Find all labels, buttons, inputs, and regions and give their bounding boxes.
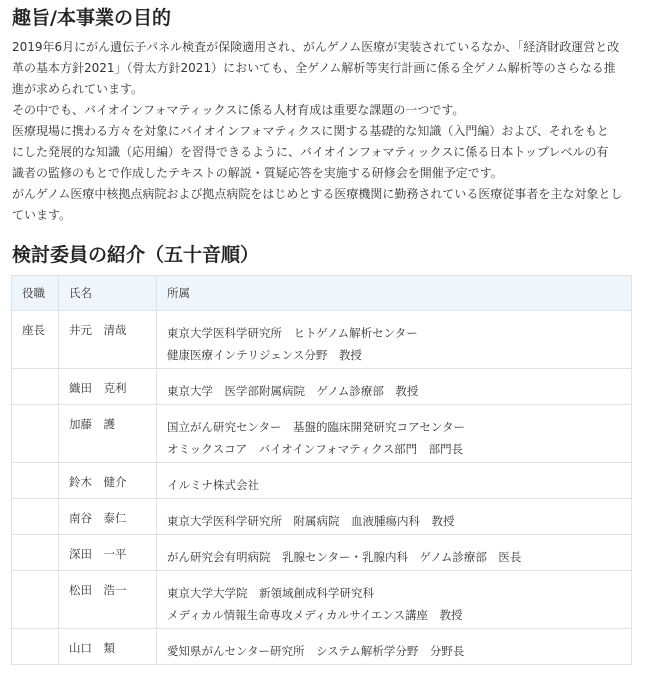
member-name: 深田 一平	[59, 535, 157, 571]
affiliation-line: 愛知県がんセンター研究所 システム解析学分野 分野長	[167, 644, 465, 658]
table-row	[12, 369, 632, 405]
member-affiliation	[157, 463, 632, 499]
purpose-line: にした発展的な知識（応用編）を習得できるように、バイオインフォマティックスに係る日本トップレベルの有	[12, 145, 609, 159]
column-header-role: 役職	[12, 276, 59, 311]
table-row	[12, 463, 632, 499]
table-header-row	[12, 276, 632, 311]
member-affiliation	[157, 535, 632, 571]
members-heading: 検討委員の紹介（五十音順）	[12, 244, 260, 266]
member-affiliation	[157, 369, 632, 405]
member-role	[12, 571, 59, 629]
members-table	[11, 275, 632, 665]
affiliation-line: がん研究会有明病院 乳腺センター・乳腺内科 ゲノム診療部 医長	[167, 550, 522, 564]
member-name: 山口 類	[59, 629, 157, 665]
purpose-line: ています。	[12, 208, 72, 222]
member-role	[12, 463, 59, 499]
member-name: 鈴木 健介	[59, 463, 157, 499]
affiliation-line: メディカル情報生命専攻メディカルサイエンス講座 教授	[167, 608, 463, 622]
affiliation-line: 東京大学 医学部附属病院 ゲノム診療部 教授	[167, 384, 419, 398]
member-role: 座長	[12, 311, 59, 369]
member-affiliation	[157, 571, 632, 629]
purpose-line: その中でも、バイオインフォマティックスに係る人材育成は重要な課題の一つです。	[12, 103, 465, 117]
member-role	[12, 499, 59, 535]
purpose-line: 革の基本方針2021」（骨太方針2021）においても、全ゲノム解析等実行計画に係る全ゲノム解析等のさらなる推	[12, 61, 616, 75]
member-affiliation	[157, 311, 632, 369]
member-name: 加藤 護	[59, 405, 157, 463]
table-row	[12, 535, 632, 571]
table-row	[12, 499, 632, 535]
purpose-text	[12, 37, 634, 226]
affiliation-line: 東京大学大学院 新領域創成科学研究科	[167, 586, 374, 600]
purpose-line: がんゲノム医療中核拠点病院および拠点病院をはじめとする医療機関に勤務されている医療従事者を主な対象とし	[12, 187, 623, 201]
member-role	[12, 369, 59, 405]
column-header-affiliation: 所属	[157, 276, 632, 311]
member-affiliation	[157, 499, 632, 535]
column-header-name: 氏名	[59, 276, 157, 311]
member-role	[12, 535, 59, 571]
affiliation-line: 東京大学医科学研究所 附属病院 血液腫瘍内科 教授	[167, 514, 455, 528]
table-row	[12, 311, 632, 369]
purpose-line: 進が求められています。	[12, 82, 144, 96]
affiliation-line: イルミナ株式会社	[167, 478, 259, 492]
affiliation-line: オミックスコア バイオインフォマティクス部門 部門長	[167, 442, 464, 456]
member-role	[12, 405, 59, 463]
purpose-line: 医療現場に携わる方々を対象にバイオインフォマティクスに関する基礎的な知識（入門編）および、それをもと	[12, 124, 609, 138]
affiliation-line: 東京大学医科学研究所 ヒトゲノム解析センター	[167, 326, 418, 340]
member-affiliation	[157, 629, 632, 665]
table-row	[12, 571, 632, 629]
affiliation-line: 国立がん研究センター 基盤的臨床開発研究コアセンター	[167, 420, 465, 434]
member-name: 織田 克利	[59, 369, 157, 405]
member-name: 松田 浩一	[59, 571, 157, 629]
member-affiliation	[157, 405, 632, 463]
affiliation-line: 健康医療インテリジェンス分野 教授	[167, 348, 362, 362]
table-row	[12, 405, 632, 463]
member-role	[12, 629, 59, 665]
purpose-heading: 趣旨/本事業の目的	[12, 7, 171, 29]
table-row	[12, 629, 632, 665]
purpose-line: 識者の監修のもとで作成したテキストの解説・質疑応答を実施する研修会を開催予定です。	[12, 166, 503, 180]
purpose-line: 2019年6月にがん遺伝子パネル検査が保険適用され、がんゲノム医療が実装されているなか、「経済財政運営と改	[12, 40, 620, 54]
member-name: 井元 清哉	[59, 311, 157, 369]
member-name: 南谷 泰仁	[59, 499, 157, 535]
